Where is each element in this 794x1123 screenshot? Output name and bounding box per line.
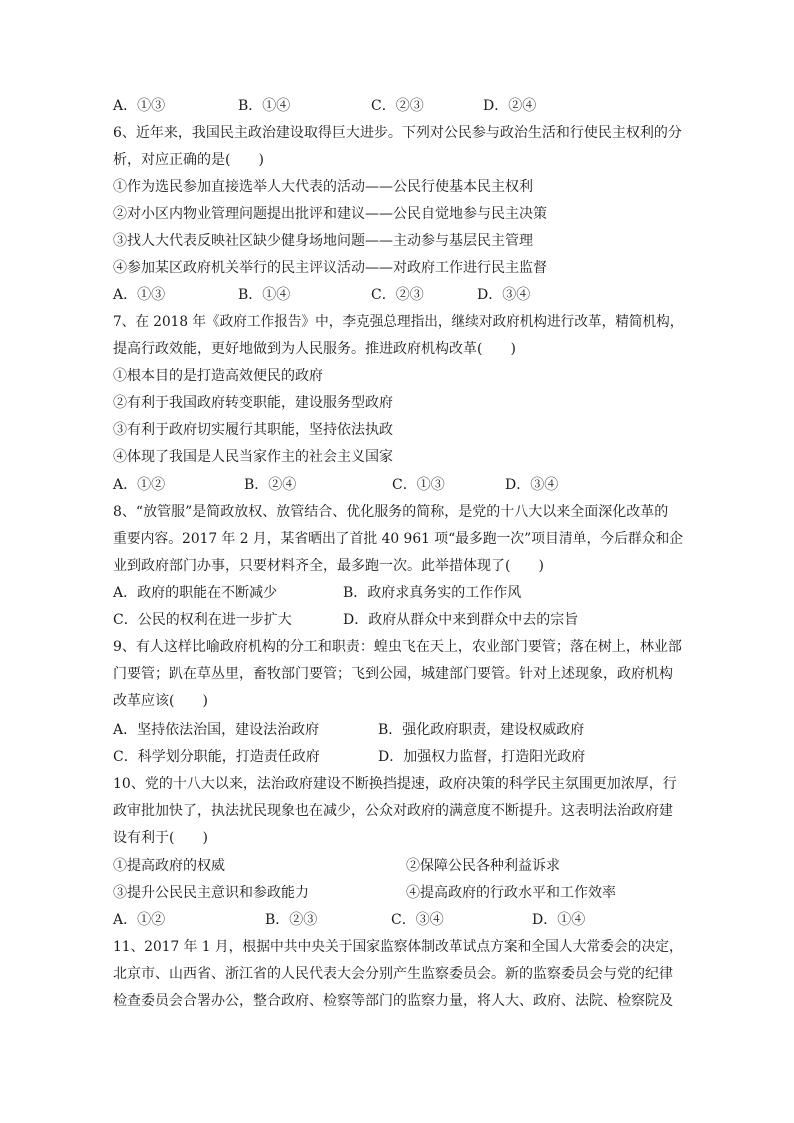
q8-stem-line-3: 业到政府部门办事，只要材料齐全，最多跑一次。此举措体现了( ) <box>113 558 544 574</box>
q10-item-3: ③提升公民民主意识和参政能力 <box>113 885 309 901</box>
q7-item-4: ④体现了我国是人民当家作主的社会主义国家 <box>113 449 393 465</box>
q9-stem-line-1: 9、有人这样比喻政府机构的分工和职责：蝗虫飞在天上，农业部门要管；落在树上，林业部 <box>113 639 682 655</box>
q6-item-2: ②对小区内物业管理问题提出批评和建议——公民自觉地参与民主决策 <box>113 206 547 222</box>
q8-stem-line-2: 重要内容。2017 年 2 月，某省晒出了首批 40 961 项“最多跑一次”项目清单，今后群众和企 <box>113 531 684 547</box>
q7-option-b: B．②④ <box>244 477 297 493</box>
q10-option-a: A．①② <box>113 912 166 928</box>
q10-item-4: ④提高政府的行政水平和工作效率 <box>406 885 616 901</box>
q11-stem-line-3: 检查委员会合署办公，整合政府、检察等部门的监察力量，将人大、政府、法院、检察院及 <box>113 993 673 1009</box>
q11-stem-line-2: 北京市、山西省、浙江省的人民代表大会分别产生监察委员会。新的监察委员会与党的纪律 <box>113 966 673 982</box>
q5-option-b: B．①④ <box>238 98 291 114</box>
q9-option-d: D．加强权力监督，打造阳光政府 <box>378 749 586 765</box>
q7-item-3: ③有利于政府切实履行其职能，坚持依法执政 <box>113 422 393 438</box>
q7-option-a: A．①② <box>113 477 166 493</box>
q7-item-1: ①根本目的是打造高效便民的政府 <box>113 368 323 384</box>
q6-option-d: D．③④ <box>477 287 531 303</box>
q7-stem-line-2: 提高行政效能，更好地做到为人民服务。推进政府机构改革( ) <box>113 341 516 357</box>
q8-option-b: B．政府求真务实的工作作风 <box>343 585 522 601</box>
q9-option-c: C．科学划分职能，打造责任政府 <box>113 749 320 765</box>
q9-stem-line-3: 改革应该( ) <box>113 693 208 709</box>
q7-option-c: C．①③ <box>392 477 445 493</box>
q10-item-1: ①提高政府的权威 <box>113 858 225 874</box>
q7-item-2: ②有利于我国政府转变职能，建设服务型政府 <box>113 395 393 411</box>
q11-stem-line-1: 11、2017 年 1 月，根据中共中央关于国家监察体制改革试点方案和全国人大常委会的决定， <box>113 939 683 955</box>
q8-option-c: C．公民的权利在进一步扩大 <box>113 612 292 628</box>
q6-item-4: ④参加某区政府机关举行的民主评议活动——对政府工作进行民主监督 <box>113 260 547 276</box>
q9-stem-line-2: 门要管；趴在草丛里，畜牧部门要管；飞到公园，城建部门要管。针对上述现象，政府机构 <box>113 666 673 682</box>
q5-option-a: A．①③ <box>113 98 166 114</box>
q10-item-2: ②保障公民各种利益诉求 <box>406 858 560 874</box>
q8-stem-line-1: 8、“放管服”是简政放权、放管结合、优化服务的简称，是党的十八大以来全面深化改革的 <box>113 504 669 520</box>
q6-item-3: ③找人大代表反映社区缺少健身场地问题——主动参与基层民主管理 <box>113 233 533 249</box>
q10-option-d: D．①④ <box>532 912 586 928</box>
q6-stem-line-2: 析，对应正确的是( ) <box>113 152 264 168</box>
q10-option-c: C．③④ <box>391 912 444 928</box>
q5-option-d: D．②④ <box>483 98 537 114</box>
q5-option-c: C．②③ <box>371 98 424 114</box>
q9-option-b: B．强化政府职责，建设权威政府 <box>378 722 585 738</box>
q7-option-d: D．③④ <box>505 477 559 493</box>
q6-option-b: B．①④ <box>238 287 291 303</box>
q10-stem-line-1: 10、党的十八大以来，法治政府建设不断换挡提速，政府决策的科学民主氛围更加浓厚，行 <box>113 776 677 792</box>
q6-option-c: C．②③ <box>371 287 424 303</box>
q7-stem-line-1: 7、在 2018 年《政府工作报告》中，李克强总理指出，继续对政府机构进行改革，精简机构， <box>113 314 684 330</box>
q6-stem-line-1: 6、近年来，我国民主政治建设取得巨大进步。下列对公民参与政治生活和行使民主权利的分 <box>113 125 682 141</box>
q8-option-a: A．政府的职能在不断减少 <box>113 585 278 601</box>
q10-option-b: B．②③ <box>265 912 318 928</box>
q10-stem-line-3: 设有利于( ) <box>113 830 208 846</box>
q6-option-a: A．①③ <box>113 287 166 303</box>
q10-stem-line-2: 政审批加快了，执法扰民现象也在减少，公众对政府的满意度不断提升。这表明法治政府建 <box>113 803 673 819</box>
q9-option-a: A．坚持依法治国，建设法治政府 <box>113 722 320 738</box>
q6-item-1: ①作为选民参加直接选举人大代表的活动——公民行使基本民主权利 <box>113 179 533 195</box>
q8-option-d: D．政府从群众中来到群众中去的宗旨 <box>343 612 579 628</box>
